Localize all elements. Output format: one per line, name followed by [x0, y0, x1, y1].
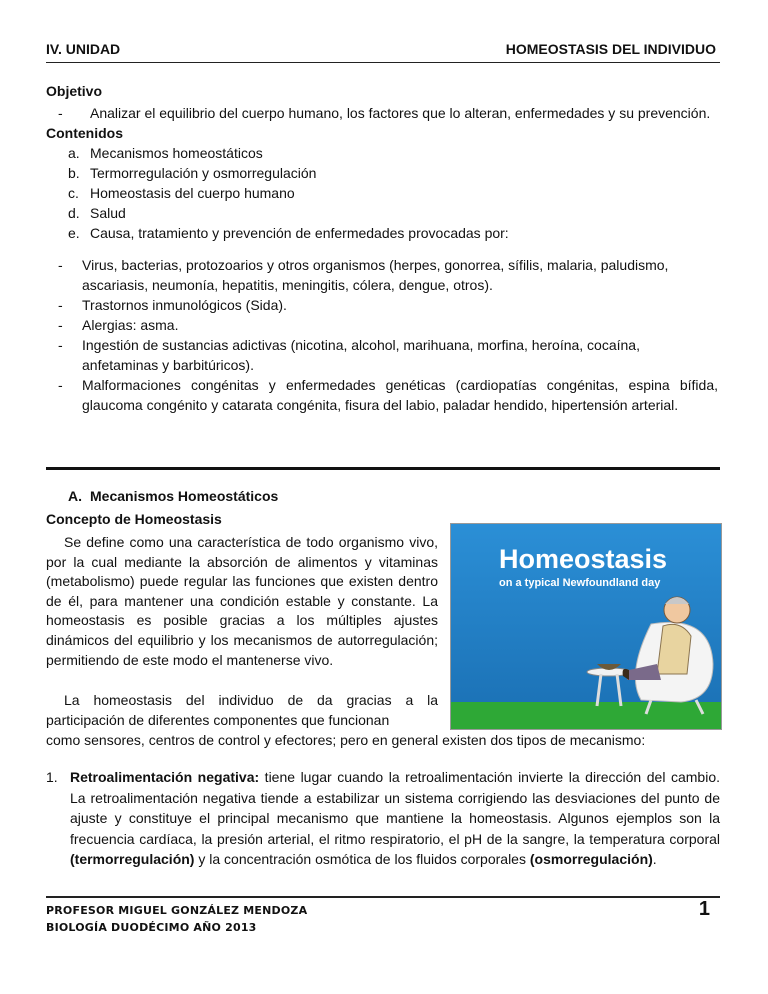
homeostasis-illustration	[450, 523, 722, 730]
unit-label: IV. UNIDAD	[46, 41, 121, 57]
page-number: 1	[698, 898, 710, 920]
intro-section	[46, 81, 718, 415]
list-marker: e.	[68, 225, 80, 241]
mechanism-text: tiene lugar cuando la retroalimentación invierte la dirección del cambio. La retroalimentación negativa tiende a estabilizar un sistema corrigiendo las desviaciones del punto de ajuste y constituye el principal mecanismo que mantiene la homeostasis. Algunos ejemplos son la frecuencia cardíaca, la presión arterial, el ritmo respiratorio, el pH de la sangre, la temperatura corporal	[70, 769, 720, 847]
concept-paragraph-2	[46, 691, 438, 730]
dash-marker: -	[58, 377, 63, 393]
paragraph-text: La homeostasis del individuo de da gracias a la participación de diferentes componentes que funcionan	[46, 692, 438, 728]
list-item-text: Virus, bacterias, protozoarios y otros organismos (herpes, gonorrea, sífilis, malaria, paludismo, ascariasis, neumonía, hepatitis, meningitis, cólera, dengue, otros).	[82, 257, 669, 293]
contents-list	[46, 143, 718, 243]
section-divider	[46, 467, 720, 470]
list-item-text: Trastornos inmunológicos (Sida).	[82, 297, 287, 313]
list-item	[46, 223, 718, 243]
paragraph-text: Se define como una característica de todo organismo vivo, por la cual mediante la absorción de alimentos y vitaminas (metabolismo) puede regular las funciones que existen dentro de él, para mantener una condición estable y constante. La homeostasis es posible gracias a los múltiples ajustes dinámicos del equilibrio y los mecanismos de autorregulación; permitiendo de este modo el mantenerse vivo.	[46, 534, 438, 668]
list-item	[46, 335, 718, 375]
list-item	[46, 295, 718, 315]
mechanism-bold-term: (osmorregulación)	[529, 851, 653, 868]
causes-list	[46, 255, 718, 415]
list-marker: d.	[68, 205, 80, 221]
list-marker: c.	[68, 185, 79, 201]
list-marker: 1.	[46, 769, 58, 785]
list-item-text: Salud	[90, 205, 126, 221]
dash-marker: -	[58, 317, 63, 333]
concept-paragraph-2-continued: como sensores, centros de control y efectores; pero en general existen dos tipos de mecanismo:	[46, 732, 646, 748]
list-item	[46, 163, 718, 183]
list-item	[46, 143, 718, 163]
concept-paragraph	[46, 533, 438, 670]
mechanism-text: .	[652, 851, 657, 868]
dash-marker: -	[58, 105, 63, 121]
list-item-text: Malformaciones congénitas y enfermedades genéticas (cardiopatías congénitas, espina bífida, glaucoma congénito y catarata congénita, fisura del labio, paladar hendido, hipertensión arterial.	[82, 377, 718, 413]
dash-marker: -	[58, 337, 63, 353]
list-item-text: Alergias: asma.	[82, 317, 179, 333]
list-item-text: Causa, tratamiento y prevención de enfermedades provocadas por:	[90, 225, 509, 241]
mechanism-text: y la concentración osmótica de los fluidos corporales	[194, 851, 530, 868]
list-item-text: Termorregulación y osmorregulación	[90, 165, 317, 181]
mechanisms-list	[46, 767, 720, 870]
grass	[451, 702, 721, 729]
list-item	[46, 375, 718, 415]
list-item	[46, 255, 718, 295]
figure-title: Homeostasis	[499, 544, 668, 574]
section-heading	[68, 488, 278, 504]
list-item	[46, 183, 718, 203]
objective-text: Analizar el equilibrio del cuerpo humano, los factores que lo alteran, enfermedades y su prevención.	[90, 105, 711, 121]
concept-heading: Concepto de Homeostasis	[46, 511, 222, 527]
contents-heading: Contenidos	[46, 125, 123, 141]
list-item-text: Homeostasis del cuerpo humano	[90, 185, 295, 201]
dash-marker: -	[58, 297, 63, 313]
list-item	[46, 767, 720, 870]
list-item	[46, 315, 718, 335]
list-item-text: Mecanismos homeostáticos	[90, 145, 263, 161]
footer-author: PROFESOR MIGUEL GONZÁLEZ MENDOZA	[46, 904, 308, 917]
list-item	[46, 203, 718, 223]
dash-marker: -	[58, 257, 63, 273]
illustration-svg	[451, 524, 721, 729]
list-item-text: Ingestión de sustancias adictivas (nicotina, alcohol, marihuana, morfina, heroína, cocaína, anfetaminas y barbitúricos).	[82, 337, 640, 373]
section-title: Mecanismos Homeostáticos	[90, 488, 279, 504]
list-marker: a.	[68, 145, 80, 161]
footer-divider	[46, 896, 720, 898]
mechanism-term: Retroalimentación negativa:	[70, 769, 260, 785]
unit-title: HOMEOSTASIS DEL INDIVIDUO	[505, 41, 716, 57]
objective-item	[46, 103, 718, 123]
figure-subtitle: on a typical Newfoundland day	[499, 577, 661, 589]
footer-course: BIOLOGÍA DUODÉCIMO AÑO 2013	[46, 921, 257, 934]
section-marker: A.	[68, 488, 82, 504]
objective-heading: Objetivo	[46, 83, 103, 99]
page-header	[46, 38, 720, 63]
mechanism-bold-term: (termorregulación)	[70, 851, 195, 868]
list-marker: b.	[68, 165, 80, 181]
